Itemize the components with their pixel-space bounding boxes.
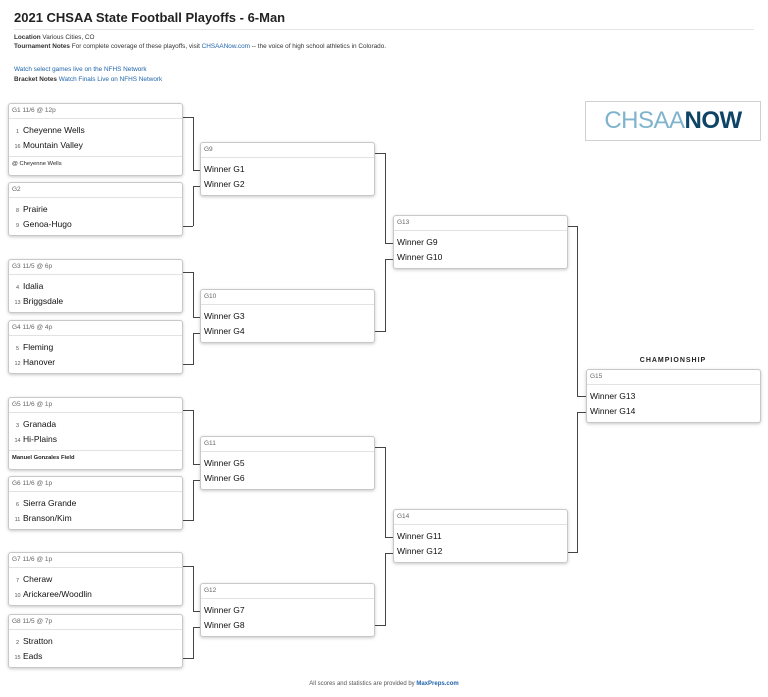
team-row[interactable] [201, 471, 374, 486]
team-name: Briggsdale [23, 296, 64, 306]
bracket-connector [375, 625, 385, 626]
seed-number: 6 [15, 502, 20, 508]
bracket-connector [386, 259, 393, 260]
team-name: Winner G2 [204, 179, 245, 189]
bracket-connector [385, 447, 386, 538]
team-name: Arickaree/Woodlin [23, 589, 92, 599]
team-row[interactable] [394, 544, 567, 559]
seed-number: 7 [15, 578, 20, 584]
bracket-connector [194, 186, 200, 187]
team-name: Stratton [23, 636, 53, 646]
team-name: Cheyenne Wells [23, 125, 85, 135]
team-name: Winner G13 [590, 391, 636, 401]
game-card-g2[interactable] [8, 182, 183, 236]
team-name: Genoa-Hugo [23, 219, 72, 229]
bracket-connector [578, 396, 586, 397]
team-name: Winner G5 [204, 458, 245, 468]
seed-number: 15 [14, 655, 21, 661]
game-header: G6 11/6 @ 1p [9, 477, 182, 492]
footer-text: All scores and statistics are provided by [309, 681, 415, 687]
team-name: Eads [23, 651, 43, 661]
bracket-connector [193, 333, 194, 365]
tournament-notes-label: Tournament Notes [14, 43, 70, 50]
seed-number: 1 [15, 129, 20, 135]
team-name: Mountain Valley [23, 140, 83, 150]
team-name: Branson/Kim [23, 513, 72, 523]
team-row[interactable] [201, 162, 374, 177]
chsaanow-logo[interactable] [585, 101, 761, 141]
game-header: G3 11/5 @ 6p [9, 260, 182, 275]
game-card-g6[interactable] [8, 476, 183, 530]
seed-number: 11 [14, 517, 21, 523]
team-row[interactable] [9, 217, 182, 232]
bracket-connector [385, 153, 386, 244]
footer [0, 681, 768, 687]
bracket-connector [183, 520, 193, 521]
seed-number: 10 [14, 593, 21, 599]
maxpreps-link[interactable]: MaxPreps.com [416, 681, 459, 687]
game-card-g4[interactable] [8, 320, 183, 374]
team-row[interactable] [9, 340, 182, 355]
team-row[interactable] [9, 432, 182, 447]
watch-line [14, 66, 147, 73]
team-name: Winner G8 [204, 620, 245, 630]
game-header: G10 [201, 290, 374, 305]
bracket-connector [193, 566, 194, 612]
game-site: Manuel Gonzales Field [9, 450, 182, 465]
game-card-g10[interactable] [200, 289, 375, 343]
bracket-connector [183, 566, 193, 567]
game-header: G9 [201, 143, 374, 158]
seed-number: 9 [15, 223, 20, 229]
bracket-connector [385, 553, 386, 626]
bracket-connector [193, 117, 194, 171]
bracket-connector [183, 364, 193, 365]
team-name: Sierra Grande [23, 498, 77, 508]
nfhs-finals-link[interactable]: Watch Finals Live on NFHS Network [58, 76, 163, 83]
team-row[interactable] [587, 404, 760, 419]
game-header: G13 [394, 216, 567, 231]
bracket-connector [193, 480, 194, 521]
game-card-g15[interactable] [586, 369, 761, 423]
location-line [14, 34, 95, 41]
team-name: Winner G1 [204, 164, 245, 174]
game-site: @ Cheyenne Wells [9, 156, 182, 171]
team-row[interactable] [9, 279, 182, 294]
bracket-connector [375, 447, 385, 448]
team-row[interactable] [9, 572, 182, 587]
page-title: 2021 CHSAA State Football Playoffs - 6-Man [14, 10, 286, 25]
team-row[interactable] [9, 511, 182, 526]
game-header: G2 [9, 183, 182, 198]
chsaanow-link[interactable]: CHSAANow.com [201, 43, 250, 50]
game-header: G12 [201, 584, 374, 599]
bracket-connector [193, 627, 194, 659]
seed-number: 13 [14, 300, 21, 306]
nfhs-watch-link[interactable]: Watch select games live on the NFHS Network [14, 66, 147, 73]
team-row[interactable] [201, 324, 374, 339]
team-row[interactable] [9, 634, 182, 649]
game-card-g12[interactable] [200, 583, 375, 637]
bracket-connector [194, 317, 200, 318]
team-row[interactable] [9, 202, 182, 217]
bracket-connector [386, 553, 393, 554]
game-card-g9[interactable] [200, 142, 375, 196]
team-name: Idalia [23, 281, 44, 291]
page-header [14, 10, 754, 25]
team-row[interactable] [201, 456, 374, 471]
game-header: G14 [394, 510, 567, 525]
tournament-notes-line [14, 43, 386, 50]
team-name: Winner G14 [590, 406, 636, 416]
title-divider [14, 29, 754, 30]
tournament-notes-text: For complete coverage of these playoffs, visit [71, 43, 200, 50]
team-row[interactable] [9, 123, 182, 138]
seed-number: 8 [15, 208, 20, 214]
game-card-g14[interactable] [393, 509, 568, 563]
seed-number: 12 [14, 361, 21, 367]
team-name: Prairie [23, 204, 48, 214]
game-header: G5 11/6 @ 1p [9, 398, 182, 413]
team-name: Winner G10 [397, 252, 443, 262]
bracket-connector [193, 186, 194, 226]
bracket-connector [194, 611, 200, 612]
team-name: Winner G9 [397, 237, 438, 247]
team-name: Winner G3 [204, 311, 245, 321]
team-name: Winner G4 [204, 326, 245, 336]
game-card-g3[interactable] [8, 259, 183, 313]
bracket-connector [183, 410, 193, 411]
bracket-connector [193, 272, 194, 318]
game-header: G15 [587, 370, 760, 385]
game-card-g8[interactable] [8, 614, 183, 668]
bracket-connector [568, 226, 577, 227]
team-name: Winner G11 [397, 531, 442, 541]
bracket-connector [375, 153, 385, 154]
team-row[interactable] [9, 649, 182, 664]
team-row[interactable] [201, 618, 374, 633]
team-name: Winner G7 [204, 605, 245, 615]
bracket-connector [386, 537, 393, 538]
bracket-connector [577, 226, 578, 397]
team-row[interactable] [394, 250, 567, 265]
bracket-connector [577, 412, 578, 553]
bracket-connector [194, 627, 200, 628]
seed-number: 3 [15, 423, 20, 429]
team-name: Winner G12 [397, 546, 443, 556]
bracket-connector [375, 331, 385, 332]
team-row[interactable] [394, 235, 567, 250]
bracket-connector [183, 226, 193, 227]
game-card-g13[interactable] [393, 215, 568, 269]
team-row[interactable] [9, 417, 182, 432]
game-header: G7 11/6 @ 1p [9, 553, 182, 568]
bracket-connector [386, 243, 393, 244]
bracket-connector [194, 464, 200, 465]
team-row[interactable] [201, 177, 374, 192]
bracket-notes-line [14, 76, 162, 83]
team-name: Granada [23, 419, 57, 429]
seed-number: 5 [15, 346, 20, 352]
game-card-g1[interactable] [8, 103, 183, 176]
tournament-notes-tail: -- the voice of high school athletics in Colorado. [251, 43, 387, 50]
location-value: Various Cities, CO [42, 34, 95, 41]
bracket-connector [183, 658, 193, 659]
game-card-g7[interactable] [8, 552, 183, 606]
game-header: G11 [201, 437, 374, 452]
bracket-connector [194, 480, 200, 481]
team-name: Winner G6 [204, 473, 245, 483]
seed-number: 14 [14, 438, 21, 444]
bracket-connector [578, 412, 586, 413]
game-card-g11[interactable] [200, 436, 375, 490]
bracket-notes-label: Bracket Notes [14, 76, 57, 83]
team-row[interactable] [9, 294, 182, 309]
seed-number: 4 [15, 285, 20, 291]
bracket-connector [183, 272, 193, 273]
team-name: Cheraw [23, 574, 53, 584]
logo-text-chsaa: CHSAA [604, 107, 685, 134]
team-row[interactable] [201, 603, 374, 618]
location-label: Location [14, 34, 41, 41]
game-header: G8 11/5 @ 7p [9, 615, 182, 630]
team-row[interactable] [9, 138, 182, 153]
game-header: G1 11/6 @ 12p [9, 104, 182, 119]
bracket-connector [194, 333, 200, 334]
logo-text-now: NOW [684, 107, 742, 134]
game-card-g5[interactable] [8, 397, 183, 470]
team-row[interactable] [201, 309, 374, 324]
bracket-connector [385, 259, 386, 332]
bracket-connector [568, 552, 577, 553]
game-header: G4 11/6 @ 4p [9, 321, 182, 336]
bracket-connector [183, 117, 193, 118]
team-name: Hi-Plains [23, 434, 58, 444]
bracket-connector [194, 170, 200, 171]
team-row[interactable] [394, 529, 567, 544]
championship-label: CHAMPIONSHIP [639, 357, 707, 364]
team-name: Hanover [23, 357, 56, 367]
seed-number: 2 [15, 640, 20, 646]
team-row[interactable] [9, 587, 182, 602]
team-name: Fleming [23, 342, 54, 352]
team-row[interactable] [9, 496, 182, 511]
team-row[interactable] [587, 389, 760, 404]
team-row[interactable] [9, 355, 182, 370]
seed-number: 16 [14, 144, 21, 150]
bracket-connector [193, 410, 194, 465]
